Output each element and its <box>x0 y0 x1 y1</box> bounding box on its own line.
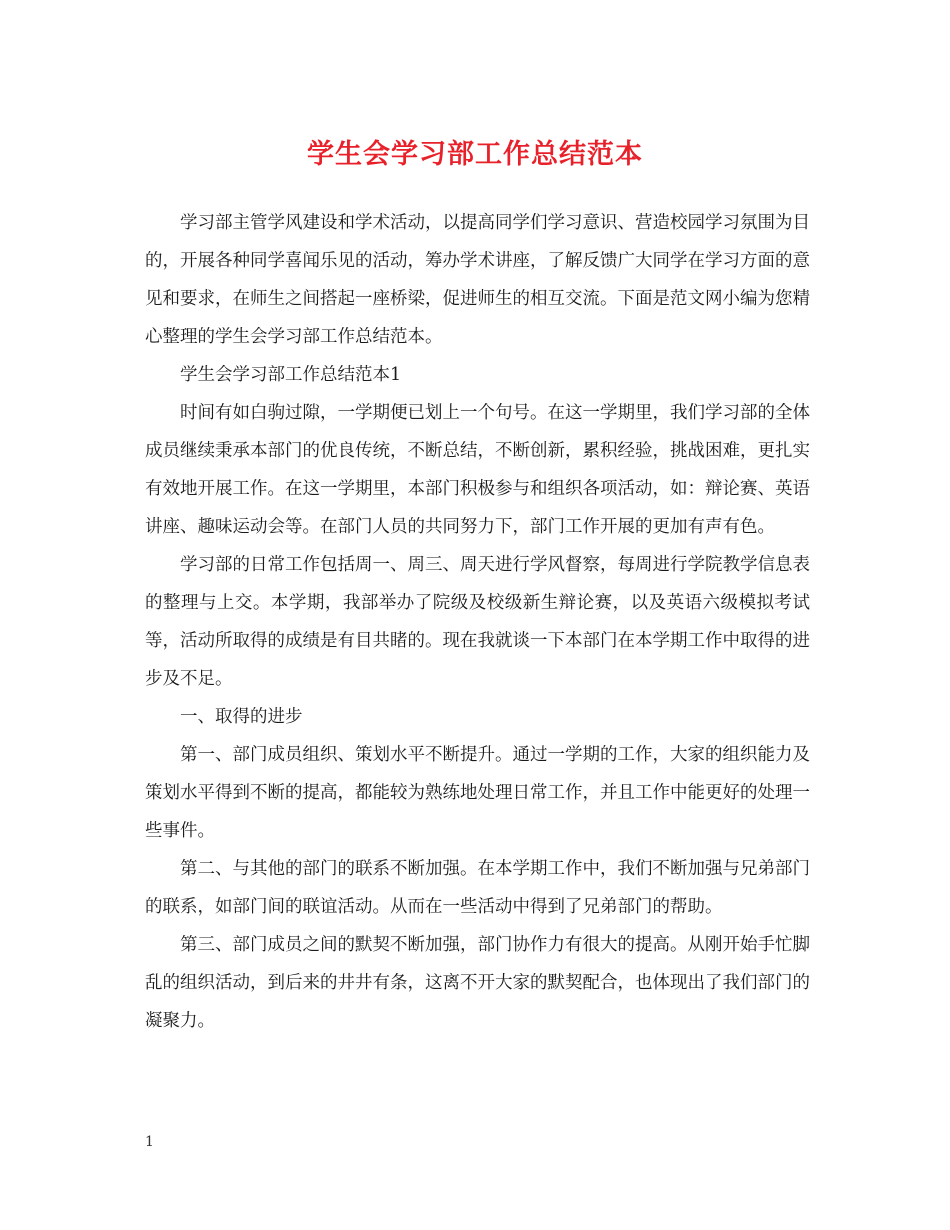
section-heading-progress: 一、取得的进步 <box>180 707 303 727</box>
paragraph-daily-work: 学习部的日常工作包括周一、周三、周天进行学风督察，每周进行学院教学信息表的整理与上交。本学期，我部举办了院级及校级新生辩论赛，以及英语六级模拟考试等，活动所取得的成绩是有目共睹的。现在我就谈一下本部门在本学期工作中取得的进步及不足。 <box>145 555 810 689</box>
document-body <box>145 204 810 1040</box>
section-heading-sample-1: 学生会学习部工作总结范本1 <box>180 365 402 385</box>
document-title: 学生会学习部工作总结范本 <box>307 139 643 170</box>
paragraph-intro: 学习部主管学风建设和学术活动，以提高同学们学习意识、营造校园学习氛围为目的，开展各种同学喜闻乐见的活动，筹办学术讲座，了解反馈广大同学在学习方面的意见和要求，在师生之间搭起一座桥梁，促进师生的相互交流。下面是范文网小编为您精心整理的学生会学习部工作总结范本。 <box>145 213 810 347</box>
paragraph-time: 时间有如白驹过隙，一学期便已划上一个句号。在这一学期里，我们学习部的全体成员继续秉承本部门的优良传统，不断总结，不断创新，累积经验，挑战困难，更扎实有效地开展工作。在这一学期里，本部门积极参与和组织各项活动，如：辩论赛、英语讲座、趣味运动会等。在部门人员的共同努力下，部门工作开展的更加有声有色。 <box>145 403 810 537</box>
paragraph-point-1: 第一、部门成员组织、策划水平不断提升。通过一学期的工作，大家的组织能力及策划水平得到不断的提高，都能较为熟练地处理日常工作，并且工作中能更好的处理一些事件。 <box>145 745 810 841</box>
page-number: 1 <box>145 1134 154 1150</box>
paragraph-point-2: 第二、与其他的部门的联系不断加强。在本学期工作中，我们不断加强与兄弟部门的联系，如部门间的联谊活动。从而在一些活动中得到了兄弟部门的帮助。 <box>145 859 810 917</box>
paragraph-point-3: 第三、部门成员之间的默契不断加强，部门协作力有很大的提高。从刚开始手忙脚乱的组织活动，到后来的井井有条，这离不开大家的默契配合，也体现出了我们部门的凝聚力。 <box>145 935 810 1031</box>
